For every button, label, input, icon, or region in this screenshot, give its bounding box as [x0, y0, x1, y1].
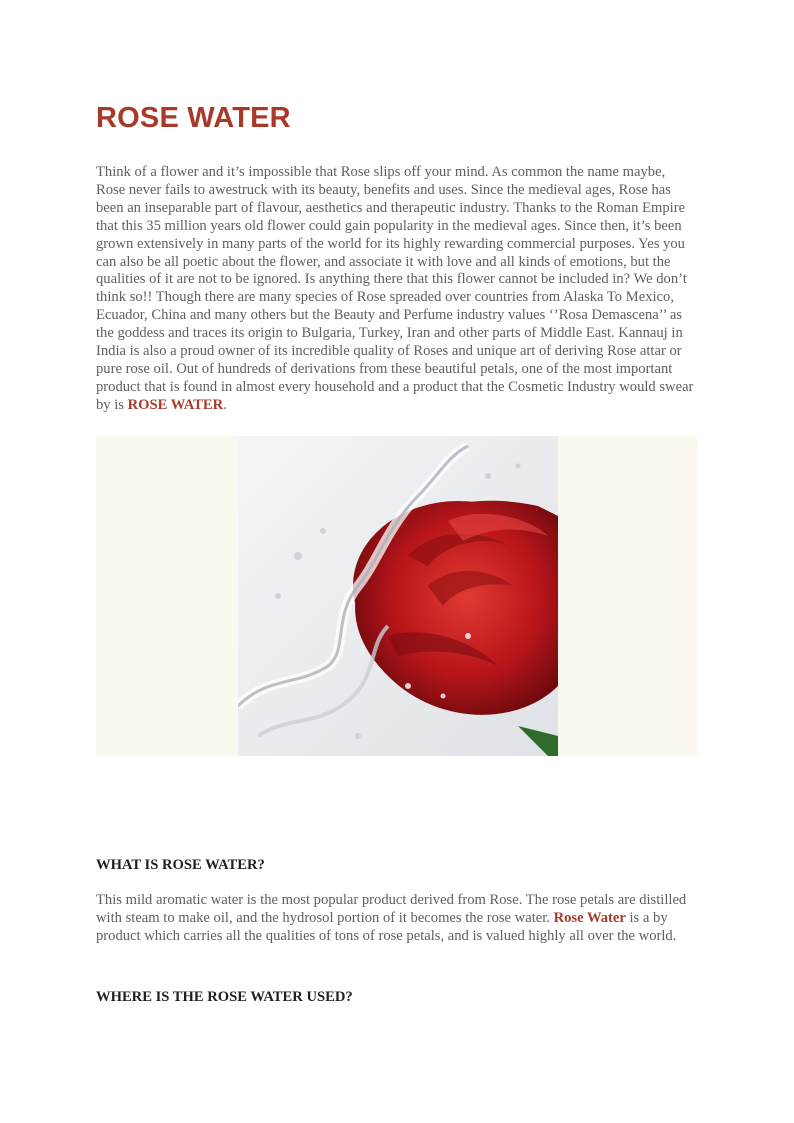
intro-text: Think of a flower and it’s impossible that Rose slips off your mind. As common the name maybe, Rose never fails to awestruck with its beauty, benefits and uses. Since the medieval ages, Rose has been an inseparable part of flavour, aesthetics and therapeutic industry. Thanks to the Roman Empire that this 35 million years old flower could gain popularity in the medieval ages. Since then, it’s been grown extensively in many parts of the world for its highly rewarding commercial purposes. Yes you can also be all poetic about the flower, and associate it with love and all kinds of emotions, but the qualities of it are not to be ignored. Is anything there that this flower cannot be included in? We don’t think so!! Though there are many species of Rose spreaded over countries from Alaska To Mexico, Ecuador, China and many others but the Beauty and Perfume industry values ‘’Rosa Demascena’’ as the goddess and traces its origin to Bulgaria, Turkey, Iran and other parts of Middle East. Kannauj in India is also a proud owner of its incredible quality of Roses and unique art of deriving Rose attar or pure rose oil. Out of hundreds of derivations from these beautiful petals, one of the most important product that is found in almost every household and a product that the Cosmetic Industry would swear by is: [96, 164, 694, 413]
what-is-paragraph: [96, 892, 698, 946]
page-title: ROSE WATER: [96, 102, 291, 134]
intro-end: .: [223, 396, 227, 413]
rose-water-splash-image: [238, 436, 558, 756]
what-is-text-after: is a by product which carries all the qualities of tons of rose petals, and is valued highly all over the world.: [96, 909, 677, 944]
intro-paragraph: [96, 164, 698, 415]
intro-highlight: ROSE WATER: [127, 396, 224, 413]
rose-photo: [238, 436, 558, 756]
what-is-text: This mild aromatic water is the most popular product derived from Rose. The rose petals are distilled with steam to make oil, and the hydrosol portion of it becomes the rose water.: [96, 892, 687, 926]
section-heading-what-is: WHAT IS ROSE WATER?: [96, 857, 265, 873]
what-is-highlight: Rose Water: [553, 909, 626, 926]
section-heading-where-used: WHERE IS THE ROSE WATER USED?: [96, 989, 353, 1005]
